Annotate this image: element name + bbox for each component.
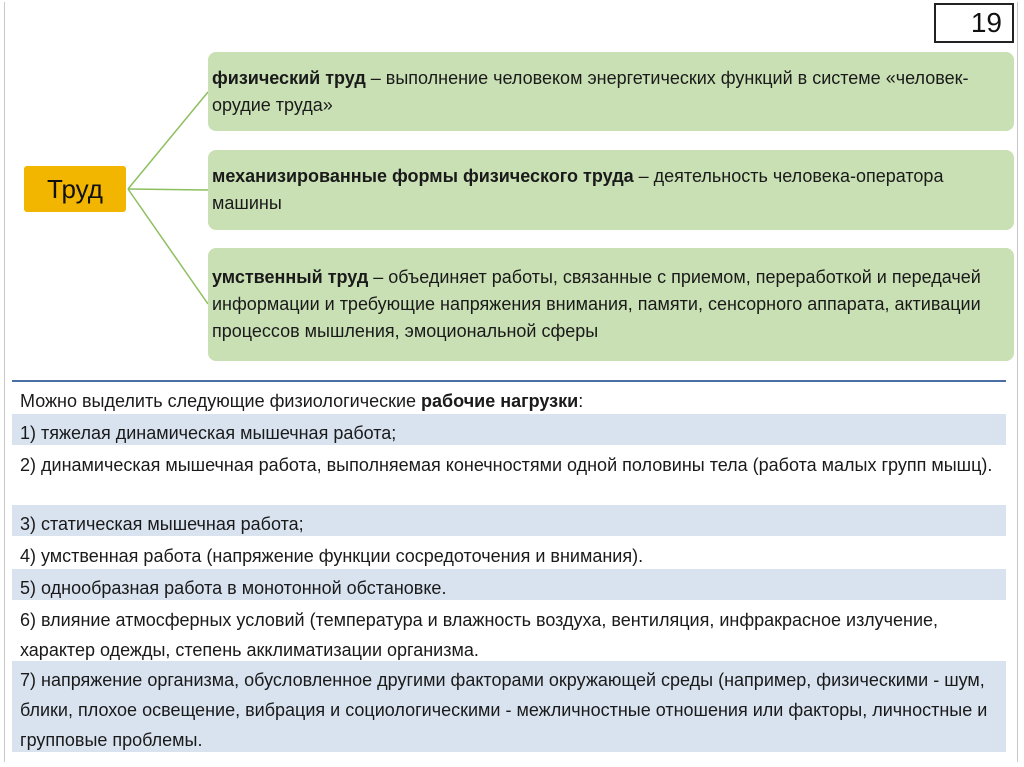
intro-text: Можно выделить следующие физиологические (20, 391, 422, 411)
branch-mental-labor (208, 248, 1014, 361)
connector-to-physical (128, 92, 208, 189)
branch-term: умственный труд (212, 267, 369, 287)
root-node-trud: Труд (24, 166, 126, 212)
intro-colon: : (578, 391, 584, 411)
table-row: 2) динамическая мышечная работа, выполняемая конечностями одной половины тела (работа малых групп мышц). (12, 446, 1006, 505)
table-row-intro (12, 382, 1006, 414)
table-row: 4) умственная работа (напряжение функции сосредоточения и внимания). (12, 537, 1006, 569)
branch-definition: деятельность человека-оператора машины (212, 166, 944, 213)
connector-to-mechanized (128, 189, 208, 190)
branch-definition: объединяет работы, связанные с приемом, переработкой и передачей информации и требующие напряжения внимания, памяти, сенсорного аппарата, активации процессов мышления, эмоциональной сферы (212, 267, 981, 341)
table-row: 7) напряжение организма, обусловленное другими факторами окружающей среды (например, физическими - шум, блики, плохое освещение, вибрация и социологическими - межличностные отношения или факторы, личностные и групповые проблемы. (12, 661, 1006, 753)
branch-definition: выполнение человеком энергетических функций в системе «человек-орудие труда» (212, 67, 969, 115)
table-row: 3) статическая мышечная работа; (12, 505, 1006, 537)
table-row: 1) тяжелая динамическая мышечная работа; (12, 414, 1006, 446)
branch-separator: – (368, 267, 389, 287)
intro-bold-term: рабочие нагрузки (421, 391, 579, 411)
branch-term: физический труд (212, 67, 366, 88)
connector-to-mental (128, 189, 208, 304)
page-number: 19 (934, 3, 1014, 43)
branch-term: механизированные формы физического труда (212, 166, 634, 186)
branch-physical-labor (208, 52, 1014, 131)
branch-separator: – (633, 166, 654, 186)
branch-separator: – (365, 67, 386, 88)
branch-mechanized-labor (208, 150, 1014, 230)
table-row: 5) однообразная работа в монотонной обстановке. (12, 569, 1006, 601)
table-row: 6) влияние атмосферных условий (температура и влажность воздуха, вентиляция, инфракрасное излучение, характер одежды, степень акклиматизации организма. (12, 601, 1006, 661)
workload-table (12, 380, 1006, 753)
